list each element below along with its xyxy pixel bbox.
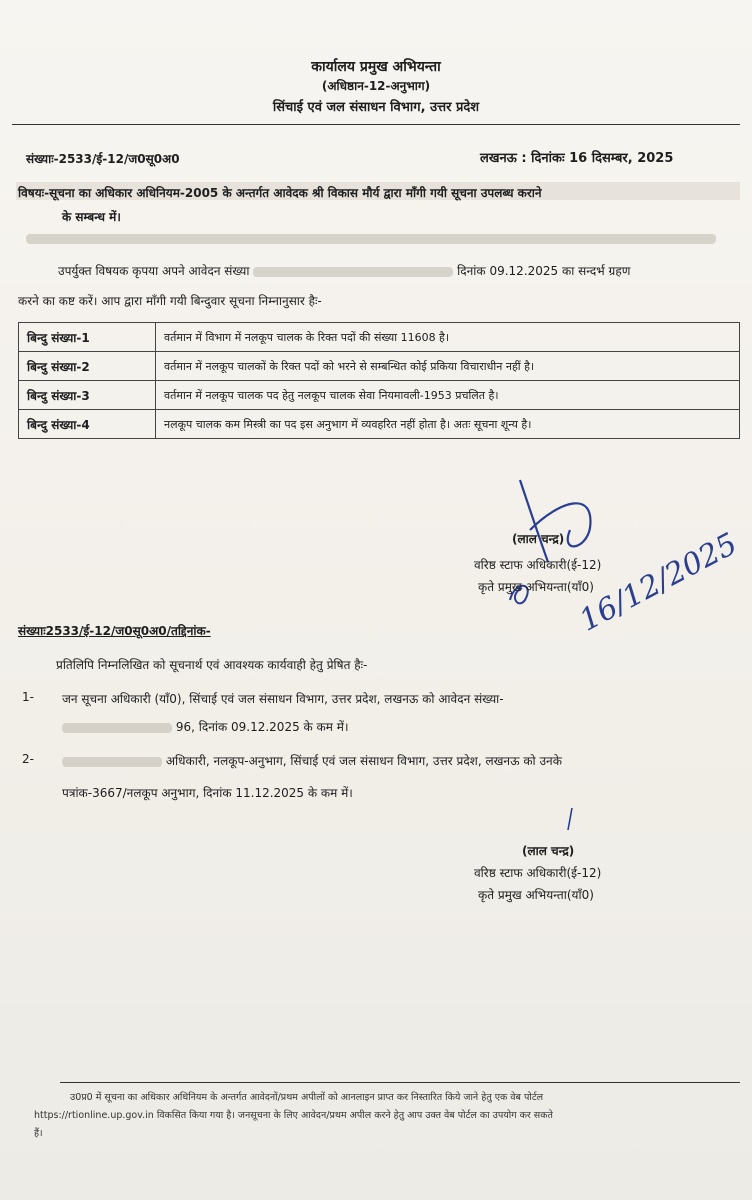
section-title: (अधिष्ठान-12-अनुभाग) <box>321 79 431 93</box>
para-line-1: उपर्युक्त विषयक कृपया अपने आवेदन संख्या दिनांक 09.12.2025 का सन्दर्भ ग्रहण <box>58 264 631 278</box>
signatory-name-2: (लाल चन्द्र) <box>522 844 575 858</box>
point-label: बिन्दु संख्या-1 <box>19 323 156 352</box>
reference-number: संख्याः-2533/ई-12/ज0सू0अ0 <box>26 152 180 166</box>
signatory-for-2: कृते प्रमुख अभियन्ता(याँ0) <box>478 888 594 902</box>
department-title: सिंचाई एवं जल संसाधन विभाग, उत्तर प्रदेश <box>272 100 480 115</box>
footer-line-1: उ0प्र0 में सूचना का अधिकार अधिनियम के अन्तर्गत आवेदनों/प्रथम अपीलों को आनलाइन प्राप्त कर निस्तारित किये जाने हेतु एक वेब पोर्टल <box>70 1092 544 1103</box>
signatory-designation-2: वरिष्ठ स्टाफ अधिकारी(ई-12) <box>474 866 602 880</box>
copy-reference: संख्याः2533/ई-12/ज0सू0अ0/तद्दिनांक- <box>18 624 211 638</box>
copy-item-1-line-1: जन सूचना अधिकारी (याँ0), सिंचाई एवं जल संसाधन विभाग, उत्तर प्रदेश, लखनऊ को आवेदन संख्या- <box>62 692 504 706</box>
copy-item-1-line-2: 96, दिनांक 09.12.2025 के कम में। <box>62 718 349 735</box>
table-row <box>19 410 740 439</box>
points-table <box>18 322 740 439</box>
redacted-application-number-2 <box>62 723 172 733</box>
redacted-line <box>26 232 716 245</box>
signatory-for-1: कृते प्रमुख अभियन्ता(याँ0) <box>478 580 594 594</box>
table-row <box>19 323 740 352</box>
para-line-2: करने का कष्ट करें। आप द्वारा माँगी गयी बिन्दुवार सूचना निम्नानुसार हैः- <box>18 294 322 308</box>
signatory-name-1: (लाल चन्द्र) <box>512 532 565 546</box>
copy-intro: प्रतिलिपि निम्नलिखित को सूचनार्थ एवं आवश्यक कार्यवाही हेतु प्रेषित हैः- <box>56 658 368 672</box>
table-row <box>19 381 740 410</box>
redacted-application-number <box>253 267 453 277</box>
point-text: वर्तमान में नलकूप चालकों के रिक्त पदों को भरने से सम्बन्धित कोई प्रकिया विचाराधीन नहीं है। <box>156 352 740 381</box>
table-row <box>19 352 740 381</box>
point-label: बिन्दु संख्या-3 <box>19 381 156 410</box>
office-title: कार्यालय प्रमुख अभियन्ता <box>311 59 441 75</box>
footer-rule <box>60 1082 740 1083</box>
signature-mark-2 <box>560 806 580 832</box>
copy-item-1-number: 1- <box>22 690 34 704</box>
copy-item-2-number: 2- <box>22 752 34 766</box>
point-label: बिन्दु संख्या-2 <box>19 352 156 381</box>
subject-line-2: के सम्बन्ध में। <box>62 210 121 224</box>
signatory-designation-1: वरिष्ठ स्टाफ अधिकारी(ई-12) <box>474 558 602 572</box>
point-text: वर्तमान में विभाग में नलकूप चालक के रिक्त पदों की संख्या 11608 है। <box>156 323 740 352</box>
redacted-officer-title <box>62 757 162 767</box>
footer-line-3: हैं। <box>34 1128 43 1139</box>
point-text: नलकूप चालक कम मिस्त्री का पद इस अनुभाग में व्यवहरित नहीं होता है। अतः सूचना शून्य है। <box>156 410 740 439</box>
subject-line-1: विषयः-सूचना का अधिकार अधिनियम-2005 के अन्तर्गत आवेदक श्री विकास मौर्य द्वारा माँगी गयी सूचना उपलब्ध कराने <box>18 186 542 200</box>
point-text: वर्तमान में नलकूप चालक पद हेतु नलकूप चालक सेवा नियमावली-1953 प्रचलित है। <box>156 381 740 410</box>
copy-item-2-line-1: अधिकारी, नलकूप-अनुभाग, सिंचाई एवं जल संसाधन विभाग, उत्तर प्रदेश, लखनऊ को उनके <box>62 752 562 769</box>
footer-line-2: https://rtionline.up.gov.in विकसित किया गया है। जनसूचना के लिए आवेदन/प्रथम अपील करने हेतु आप उक्त वेब पोर्टल का उपयोग कर सकते <box>34 1110 553 1121</box>
handwritten-date: 16/12/2025 <box>573 526 744 639</box>
header-rule <box>12 124 740 125</box>
place-date: लखनऊ : दिनांकः 16 दिसम्बर, 2025 <box>480 151 674 166</box>
copy-item-2-line-2: पत्रांक-3667/नलकूप अनुभाग, दिनांक 11.12.2025 के कम में। <box>62 786 353 800</box>
point-label: बिन्दु संख्या-4 <box>19 410 156 439</box>
